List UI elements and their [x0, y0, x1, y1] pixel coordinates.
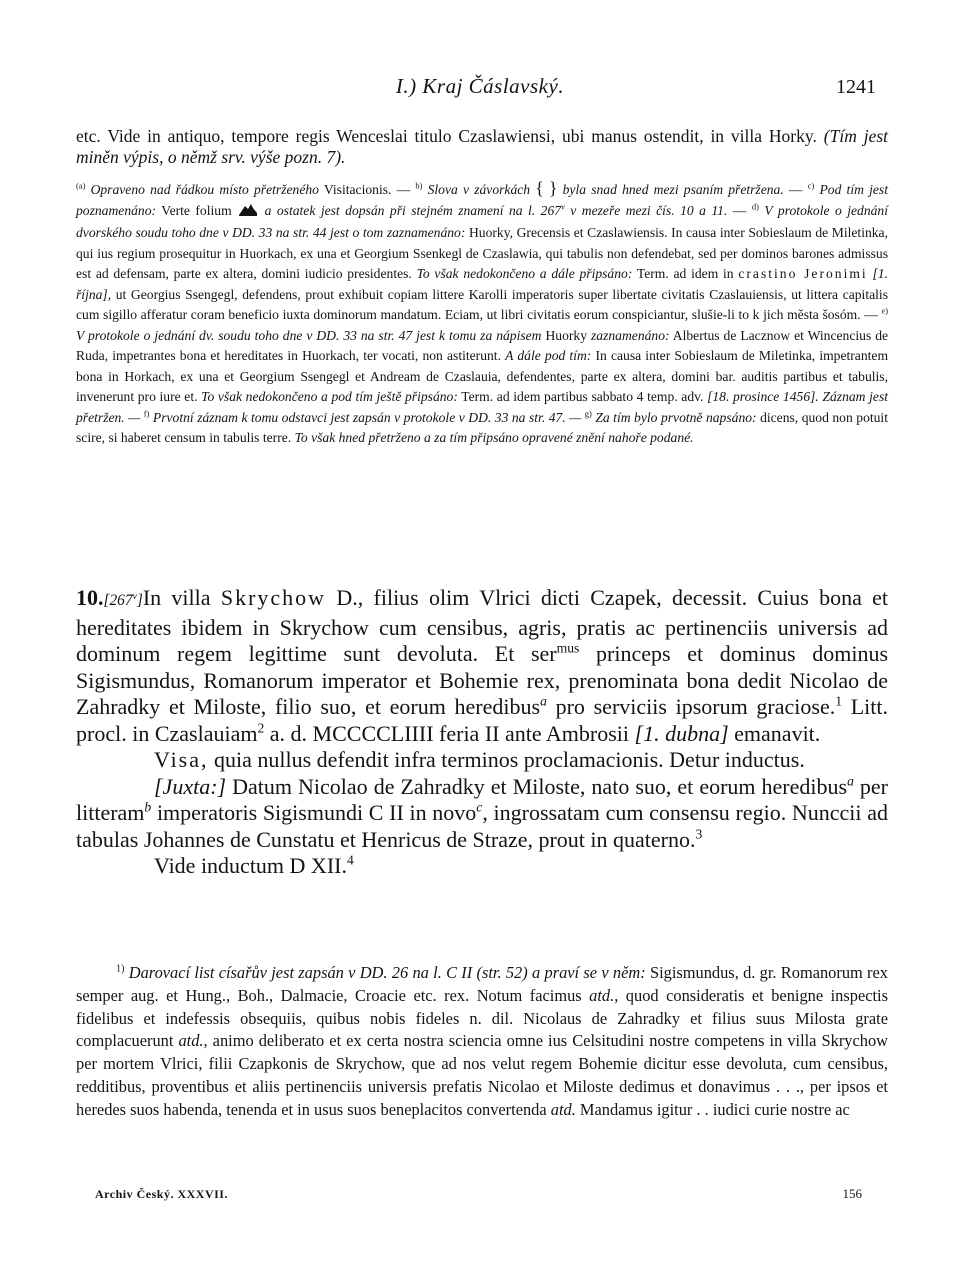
- note-mark-e: e): [881, 305, 888, 316]
- entry-text: D., filius olim Vlrici dicti Czapek, decessit. Cuius bona et hereditates ibidem in Skrychow cum censibus, agris, pratis ac pertinenciis universis ad dominum regem legittime sunt devoluta. Et ser: [76, 585, 889, 666]
- note-c-verso: v: [561, 200, 565, 211]
- entry-text: imperatoris Sigismundi C II in novo: [156, 800, 477, 825]
- footnote-ref-3: 3: [695, 826, 703, 842]
- footnote-atd: atd.: [178, 1031, 204, 1051]
- superscript-mus: mus: [556, 640, 580, 656]
- footer-signature-number: 156: [842, 1186, 862, 1201]
- note-mark-b: b): [415, 180, 423, 191]
- note-f-text: Prvotní záznam k tomu odstavci jest zapsán v protokole v DD. 33 na str. 47. —: [152, 409, 582, 425]
- note-b-text: Slova v závorkách: [427, 182, 531, 197]
- note-c-words: Verte folium: [161, 202, 232, 218]
- note-a-word: Visitacionis.: [323, 182, 392, 197]
- footnotes: [76, 962, 888, 1122]
- prev-note-italic: (Tím jest miněn výpis, o němž srv. výše pozn. 7).: [76, 126, 889, 167]
- footnote-atd: atd.: [550, 1099, 576, 1119]
- entry-10-body: [76, 585, 888, 880]
- entry-text: Datum Nicolao de Zahradky et Miloste, nato suo, et eorum heredibus: [232, 773, 848, 799]
- place-name-spaced: Skrychow: [220, 585, 327, 610]
- note-d-date: [1. října],: [76, 266, 888, 302]
- note-ref-a: a: [540, 693, 547, 709]
- folio-ref: [267$^v$]: [103, 590, 143, 609]
- note-d-text: V protokole o jednání dvorského soudu toho dne v DD. 33 na str. 44 jest o tom zaznamenáno:: [76, 202, 888, 240]
- footer-series-title: Archiv Český. XXXVII.: [95, 1187, 228, 1201]
- note-e-word: Huorky: [545, 327, 588, 343]
- note-e-latin2: In causa inter Sobieslaum de Miletinka, impetrantem bona in Horkach, ex una et Georgium Ssengegl et Andream de Czaslauia, defendentes, parte ex altera, domini bar. auditis partibus et tabulis, invenerunt pro iure et.: [76, 348, 889, 404]
- footnote-atd: atd.: [589, 985, 615, 1005]
- date-gloss: [1. dubna]: [634, 720, 729, 746]
- note-mark-g: g): [584, 407, 592, 418]
- entry-text: emanavit.: [734, 720, 821, 746]
- footnote-text: Sigismundus, d. gr. Romanorum rex semper aug. et Hung., Boh., Dalmacie, Croacie etc. rex. Notum facimus: [76, 963, 888, 1005]
- entry-text: a. d. MCCCCLIIII feria II ante Ambrosii: [269, 720, 630, 746]
- note-a-text: Opraveno nad řádkou místo přetrženého: [90, 182, 319, 197]
- note-e-italic3: To však nedokončeno a pod tím ještě připsáno:: [201, 389, 458, 404]
- prev-line: etc. Vide in antiquo, tempore regis Wenceslai titulo Czaslawiensi, ubi manus ostendit, in villa Horky.: [76, 126, 817, 146]
- running-header: I.) Kraj Čáslavský.: [395, 74, 565, 98]
- footnote-text: , quod consideratis et benigne inspectis fidelibus et indefessis obsequiis, quibus nobis fideles n. dil. Nicolaus de Zahradky et filius suus Milosta grate complacuerunt: [76, 985, 888, 1051]
- note-g-text: Za tím bylo prvotně napsáno:: [595, 409, 757, 425]
- entry-paragraph-1: [76, 585, 888, 747]
- note-e-text2: zaznamenáno:: [591, 327, 670, 343]
- footnote-ref-2: 2: [257, 720, 265, 736]
- note-ref-b: b: [144, 799, 152, 815]
- note-d-latin: Huorky, Grecensis et Czaslawiensis. In causa inter Sobieslaum de Miletinka, qui ius regium prosequitur in Huorkach, ex una et Georgium Ssenkegl de Czaslawia, qui tabulis non defendebat, sed per dominos barones admissus est ad defensam, parte ex altera, domini iudicio presidentes.: [76, 225, 888, 281]
- footnote-mark-1: 1): [116, 963, 125, 975]
- visa-spaced: Visa,: [154, 747, 209, 772]
- juxta-gloss: [Juxta:]: [154, 773, 227, 799]
- entry-text: pro serviciis ipsorum graciose.: [555, 694, 836, 719]
- note-d-latin2: Term. ad idem in: [636, 266, 734, 281]
- entry-text: Litt. procl. in Czaslauiam: [76, 694, 889, 746]
- note-g-italic: To však hned přetrženo a za tím připsáno opravené znění nahoře podané.: [294, 430, 694, 445]
- entry-paragraph-4: [76, 853, 888, 880]
- entry-text: , ingrossatam cum consensu regio. Nunccii ad tabulas Johannes de Cunstatu et Henricus de Straze, prout in quaterno.: [76, 800, 888, 852]
- entry-text: In villa: [142, 585, 211, 610]
- note-d-latin3: ut Georgius Ssengegl, defendens, prout exhibuit copiam littere Karolli imperatoris super libertate civitatis Czaslauiensis, ut littera capitalis cum sigillo afferatur coram beneficio iuxta dominorum mandatum. Eciam, ut libri civitatis eorum conspiciantur, slušie-li to k jich města šosóm. —: [76, 286, 888, 322]
- footnote-ref-4: 4: [346, 852, 354, 868]
- page-number: 1241: [836, 76, 876, 98]
- entry-text: quia nullus defendit infra terminos proclamacionis. Detur inductus.: [214, 747, 805, 772]
- note-c-text2: a ostatek jest dopsán při stejném znamení na l. 267: [264, 202, 562, 218]
- note-ref-c: c: [476, 799, 483, 815]
- note-g-latin: dicens, quod non potuit scire, si haberet censum in tabulis terre.: [76, 409, 888, 445]
- entry-text: Vide inductum D XII.: [154, 853, 347, 878]
- brace-right: }: [548, 178, 558, 198]
- note-ref-a: a: [847, 773, 854, 789]
- entry-text: per litteram: [76, 773, 889, 825]
- entry-number: 10.: [76, 585, 104, 610]
- note-e-latin: Albertus de Lacznow et Wincencius de Ruda, impetrantes bona et hereditates in Huorkach, ter vocati, non astiterunt.: [76, 327, 889, 363]
- previous-entry-text: [76, 126, 888, 168]
- brace-left: {: [535, 178, 544, 198]
- entry-text: princeps et dominus dominus Sigismundus, Romanorum imperator et Bohemie rex, prenominata bona dedit Nicolao de Zahradky et Miloste, filio suo, et eorum heredibus: [76, 641, 889, 719]
- note-e-latin3: Term. ad idem partibus sabbato 4 temp. adv.: [461, 389, 704, 404]
- note-mark-d: d): [751, 200, 759, 211]
- note-mark-f: f): [143, 407, 150, 418]
- footnote-1-italic: Darovací list císařův jest zapsán v DD. 26 na l. C II (str. 52) a praví se v něm:: [128, 963, 646, 982]
- note-c-text3: v mezeře mezi čís. 10 a 11.: [570, 202, 728, 218]
- note-c-text: Pod tím jest poznamenáno:: [76, 182, 888, 218]
- note-e-text: V protokole o jednání dv. soudu toho dne v DD. 33 na str. 47 jest k tomu za nápisem: [76, 327, 542, 343]
- entry-paragraph-3: [76, 774, 888, 854]
- footnote-text: , animo deliberato et ex certa nostra sciencia omne ius Celsitudini nostre competens in villa Skrychow per mortem Vlrici, filii Czapkonis de Skrychow, que ad nos velut regem Bohemie dicitur esse devoluta, cum censibus, redditibus, proventibus et aliis pertinenciis universis prefatis Nicolao et Miloste dedimus et donavimus . . ., per ipsos et heredes suos habenda, tenenda et in usus suos beneplacitos convertenda: [76, 1031, 888, 1119]
- critical-notes: $^{(a)}$ Opraveno nad řádkou místo přetrženého Visitacionis. — $^{b)}$ Slova v závorkách { } byla snad hned mezi psaním přetržena. — $^{c)}$ Pod tím jest poznamenáno: Verte folium a ostatek jest dopsán při stejném znamení na l. 267$^v$ v mezeře mezi čís. 10 a 11. — $^{d)}$ V protokole o jednání dvorského soudu toho dne v DD. 33 na str. 44 jest o tom zaznamenáno: Huorky, Grecensis et Czaslawiensis. In causa inter Sobieslaum de Miletinka, qui ius regium prosequitur in Huorkach, ex una et Georgium Ssenkegl de Czaslawia, qui tabulis non defendebat, sed per dominos barones admissus est ad defensam, parte ex altera, domini iudicio presidentes. To však nedokončeno a dále připsáno: Term. ad idem in crastino Jeronimi [1. října], ut Georgius Ssengegl, defendens, prout exhibuit copiam littere Karolli imperatoris super libertate civitatis Czaslauiensis, ut littera capitalis cum sigillo afferatur coram beneficio iuxta dominorum mandatum. Eciam, ut libri civitatis eorum conspiciantur, slušie-li to k jich města šosóm. — $^{e)}$ V protokole o jednání dv. soudu toho dne v DD. 33 na str. 47 jest k tomu za nápisem Huorky zaznamenáno: Albertus de Lacznow et Wincencius de Ruda, impetrantes bona et hereditates in Huorkach, ter vocati, non astiterunt. A dále pod tím: In causa inter Sobieslaum de Miletinka, impetrantem bona in Horkach, ex una et Georgium Ssengegl et Andream de Czaslauia, defendentes, parte ex altera, domini bar. auditis partibus et tabulis, invenerunt pro iure et. To však nedokončeno a pod tím ještě připsáno: Term. ad idem partibus sabbato 4 temp. adv. [18. prosince 1456]. Záznam jest přetržen. — $^{f)}$ Prvotní záznam k tomu odstavci jest zapsán v protokole v DD. 33 na str. 47. — $^{g)}$ Za tím bylo prvotně napsáno: dicens, quod non potuit scire, si haberet censum in tabulis terre. To však hned přetrženo a za tím připsáno opravené znění nahoře podané.: [76, 178, 889, 445]
- note-mark-c: c): [807, 180, 815, 191]
- note-d-spaced: crastino Jeronimi: [738, 266, 868, 281]
- note-e-italic4: [18. prosince 1456]. Záznam jest přetržen. —: [76, 389, 889, 425]
- footnote-ref-1: 1: [835, 693, 843, 709]
- footnote-1: [76, 962, 888, 1122]
- note-mark-a: (a): [76, 180, 86, 191]
- note-e-italic2: A dále pod tím:: [505, 348, 592, 363]
- footnote-text: Mandamus igitur . . iudici curie nostre ac: [579, 1099, 850, 1119]
- note-d-italic: To však nedokončeno a dále připsáno:: [416, 266, 633, 281]
- entry-paragraph-2: [76, 747, 888, 774]
- note-b-text2: byla snad hned mezi psaním přetržena.: [562, 182, 784, 197]
- pointing-hand-icon: [237, 203, 259, 224]
